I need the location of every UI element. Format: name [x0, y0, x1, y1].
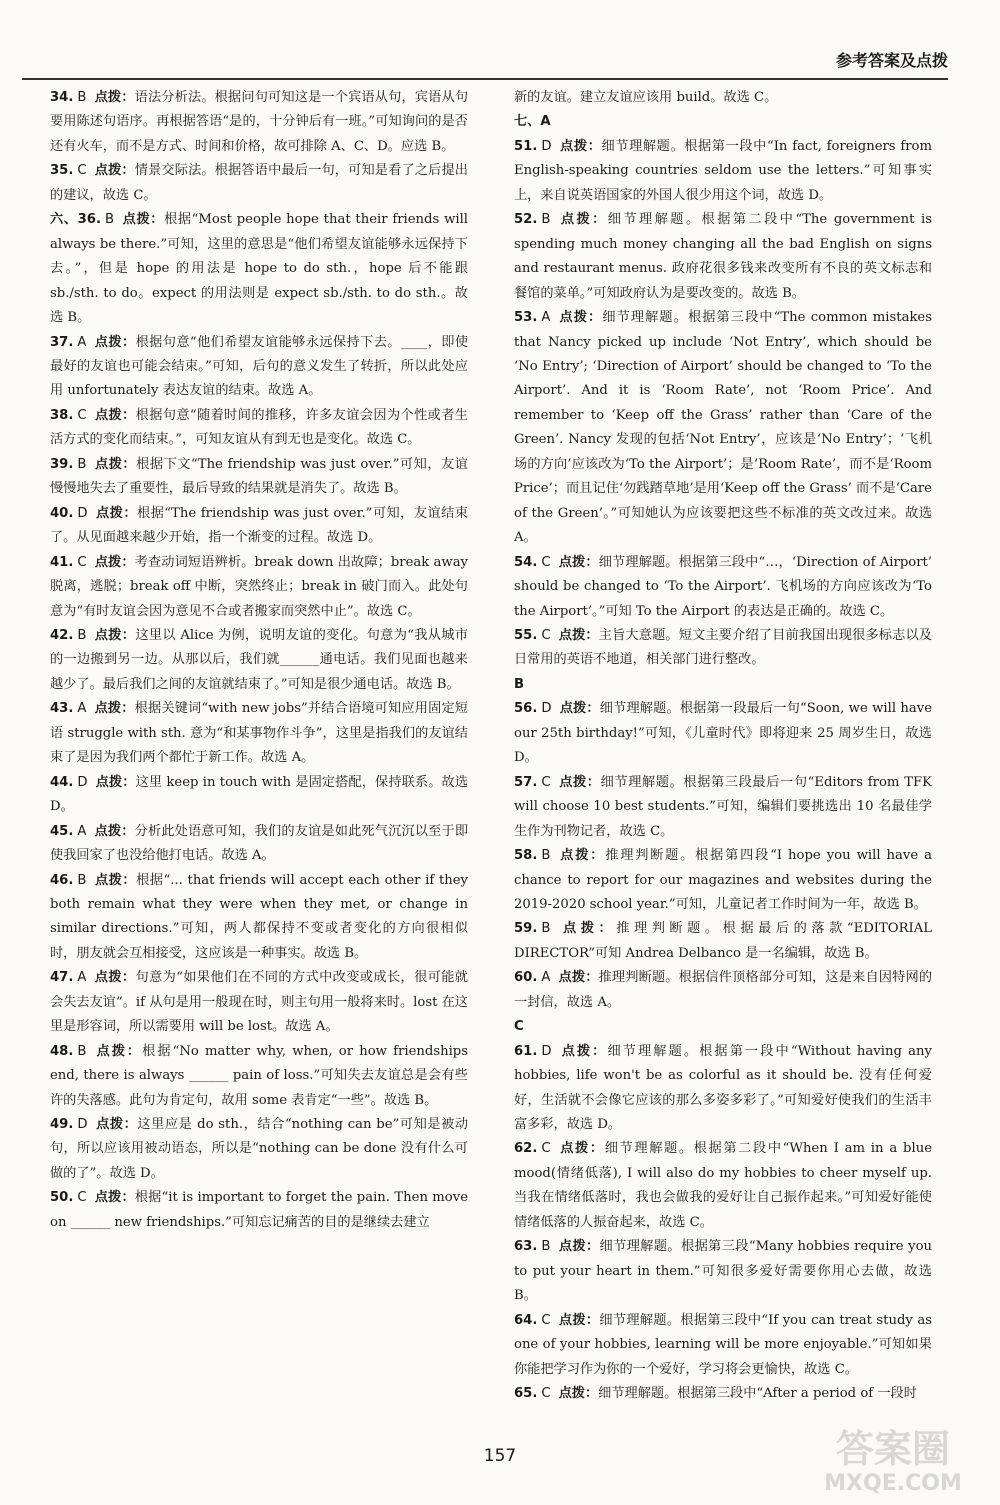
explanation-text: 根据“The friendship was just over.”可知，友谊结束了。从见面越来越少开始，指一个渐变的过程。故选 D。 — [50, 505, 469, 546]
answer-item — [50, 966, 468, 1039]
tip-label: 点拨： — [558, 554, 599, 570]
explanation-text: 考查动词短语辨析。break down 出故障；break away 脱离，逃脱；break off 中断，突然终止；break in 破门而入。此处句意为“有时友谊会因为意见不合或者搬家而突然中止”。故选 C。 — [50, 554, 469, 619]
tip-label: 点拨： — [558, 848, 606, 864]
page-number: 157 — [483, 1446, 517, 1466]
answer-letter: C — [541, 774, 551, 790]
tip-label: 点拨： — [558, 921, 617, 937]
explanation-text: 细节理解题。根据第三段中“…，‘Direction of Airport’ should be changed to ‘To the Airport’. 飞机场的方向应该改为‘To the Airport’。”可知 To the Airport 的表达是正确的。故选 C。 — [514, 554, 932, 619]
answer-item — [514, 1137, 932, 1235]
tip-label: 点拨： — [558, 310, 603, 326]
question-number: 52. — [514, 212, 538, 228]
explanation-text: 细节理解题。根据第三段中“If you can treat study as one of your hobbies, learning will be more enjoyable.”可知如果你能把学习作为你的一个爱好，学习将会更愉快，故选 C。 — [514, 1312, 932, 1377]
explanation-text: 这里以 Alice 为例，说明友谊的变化。句意为“我从城市的一边搬到另一边。从那以后，我们就______通电话。我们见面也越来越少了。最后我们之间的友谊就结束了。”可知是很少通电话。故选 B。 — [50, 627, 469, 692]
explanation-text: 主旨大意题。短文主要介绍了目前我国出现很多标志以及日常用的英语不地道，相关部门进行整改。 — [514, 627, 932, 668]
answer-item — [514, 844, 932, 917]
explanation-text: 细节理解题。根据第一段中“Without having any hobbies, life won't be as colorful as it should be. 没有任何爱好，生活就不会像它应该的那么多姿多彩了。”可知爱好使我们的生活丰富多彩，故选 D。 — [514, 1043, 932, 1133]
question-number: 46. — [50, 872, 74, 888]
explanation-text: 根据句意“随着时间的推移，许多友谊会因为个性或者生活方式的变化而结束。”，可知友谊从有到无也是变化。故选 C。 — [50, 407, 468, 448]
answer-letter: D — [77, 505, 88, 521]
question-number: 64. — [514, 1312, 538, 1328]
section-heading: B — [514, 676, 525, 692]
tip-label: 点拨： — [94, 970, 136, 986]
question-number: 43. — [50, 701, 74, 717]
continuation-text: 新的友谊。建立友谊应该用 build。故选 C。 — [514, 90, 778, 105]
answer-letter: B — [541, 848, 551, 864]
explanation-text: 细节理解题。根据第二段中“When I am in a blue mood(情绪低落), I will also do my hobbies to cheer myself up. 当我在情绪低落时，我也会做我的爱好让自己振作起来。”可知爱好能使情绪低落的人振奋起来，故选 C。 — [514, 1141, 932, 1230]
question-number: 54. — [514, 554, 538, 570]
answer-item — [50, 624, 468, 697]
answer-letter: D — [541, 138, 552, 154]
answer-letter: C — [77, 554, 87, 570]
answer-letter: D — [541, 701, 552, 717]
tip-label: 点拨： — [94, 823, 135, 839]
explanation-text: 情景交际法。根据答语中最后一句，可知是看了之后提出的建议，故选 C。 — [50, 163, 468, 203]
answer-item — [50, 1040, 468, 1113]
answer-item — [514, 306, 932, 551]
answer-item — [514, 1235, 932, 1308]
explanation-text: 根据“it is important to forget the pain. Then move on ______ new friendships.”可知忘记痛苦的目的是继续去建立 — [50, 1190, 468, 1230]
question-number: 53. — [514, 310, 538, 326]
answer-letter: B — [541, 921, 551, 937]
answer-letter: B — [541, 212, 551, 228]
explanation-text: 分析此处语意可知，我们的友谊是如此死气沉沉以至于即使我回家了也没给他打电话。故选 A。 — [50, 823, 469, 864]
answer-letter: C — [77, 407, 87, 423]
explanation-text: 语法分析法。根据问句可知这是一个宾语从句，宾语从句要用陈述句语序。再根据答语“是的，十分钟后有一班。”可知询问的是否还有火车，而不是方式、时间和价格，故可排除 A、C、D。应选 B。 — [50, 90, 469, 154]
explanation-text: 根据关键词“with new jobs”并结合语境可知应用固定短语 struggle with sth. 意为“和某事物作斗争”，这里是指我们的友谊结束了是因为我们两个都忙于新工作。故选 A。 — [50, 701, 468, 766]
watermark-text: 答案圈 — [835, 1427, 951, 1471]
answer-item — [514, 697, 932, 770]
explanation-text: 根据“... that friends will accept each other if they both remain what they were when they met, or change in similar directions.”可知，两人都保持不变或者变化的方向很相似时，朋友就会互相接受，这应该是一种事实。故选 B。 — [50, 872, 469, 961]
explanation-text: 这里 keep in touch with 是固定搭配，保持联系。故选 D。 — [50, 774, 469, 815]
watermark-url: MXQE.COM — [824, 1471, 962, 1496]
answer-item — [514, 208, 932, 306]
tip-label: 点拨： — [558, 970, 599, 986]
answer-item — [50, 86, 468, 159]
question-number: 63. — [514, 1239, 538, 1255]
left-column — [50, 86, 468, 1235]
section-heading: C — [514, 1019, 524, 1035]
tip-label: 点拨： — [558, 212, 608, 228]
question-number: 61. — [514, 1043, 538, 1059]
answer-letter: B — [77, 90, 87, 105]
question-number: 58. — [514, 848, 538, 864]
tip-label: 点拨： — [558, 1239, 600, 1255]
answer-letter: B — [77, 627, 87, 643]
answer-letter: A — [77, 823, 87, 839]
watermark-logo — [808, 1418, 978, 1498]
answer-item — [514, 1309, 932, 1382]
tip-label: 点拨： — [559, 1043, 608, 1059]
tip-label: 点拨： — [122, 212, 165, 228]
answer-letter: D — [541, 1043, 552, 1059]
tip-label: 点拨： — [95, 505, 137, 521]
answer-letter: C — [77, 163, 87, 179]
answer-letter: C — [541, 554, 551, 570]
explanation-text: 根据下文“The friendship was just over.”可知，友谊慢慢地失去了重要性，最后导致的结果就是消失了。故选 B。 — [50, 456, 468, 497]
answer-item — [50, 697, 468, 770]
answer-letter: A — [77, 701, 87, 717]
question-number: 35. — [50, 163, 74, 179]
question-number: 59. — [514, 921, 538, 937]
tip-label: 点拨： — [94, 1043, 143, 1059]
header-title: 参考答案及点拨 — [835, 51, 948, 70]
tip-label: 点拨： — [94, 1190, 135, 1206]
explanation-text: 细节理解题。根据第一段中“In fact, foreigners from English-speaking countries seldom use the letters.”可知事实上，来自说英语国家的外国人很少用这个词，故选 D。 — [514, 138, 932, 203]
answer-letter: D — [77, 774, 88, 790]
tip-label: 点拨： — [558, 627, 599, 643]
answer-item — [514, 771, 932, 844]
answer-item — [514, 135, 932, 208]
explanation-text: 细节理解题。根据第一段最后一句“Soon, we will have our 25th birthday!”可知，《儿童时代》即将迎来 25 周岁生日，故选 D。 — [514, 701, 933, 766]
answer-letter: A — [541, 970, 551, 986]
question-number: 40. — [50, 505, 74, 521]
question-number: 62. — [514, 1141, 538, 1157]
explanation-text: 细节理解题。根据第三段最后一句“Editors from TFK will choose 10 best students.”可知，编辑们要挑选出 10 名最佳学生作为刊物记者，故选 C。 — [514, 774, 932, 839]
tip-label: 点拨： — [558, 1141, 605, 1157]
explanation-text: 细节理解题。根据第二段中“The government is spending much money changing all the bad English on signs and restaurant menus. 政府花很多钱来改变所有不良的英文标志和餐馆的菜单。”可知政府认为是要改变的。故选 B。 — [514, 212, 932, 301]
answer-item — [50, 502, 468, 551]
answer-letter: C — [541, 627, 551, 643]
tip-label: 点拨： — [559, 701, 600, 717]
explanation-text: 细节理解题。根据第三段中“After a period of 一段时 — [598, 1386, 917, 1402]
answer-item — [50, 869, 468, 967]
question-number: 六、36. — [50, 212, 101, 228]
answer-item — [514, 551, 932, 624]
answer-item — [50, 159, 468, 208]
answer-item — [514, 917, 932, 966]
tip-label: 点拨： — [558, 1386, 599, 1402]
answer-letter: B — [77, 1043, 87, 1059]
question-number: 57. — [514, 774, 538, 790]
tip-label: 点拨： — [94, 334, 136, 350]
question-number: 38. — [50, 407, 74, 423]
answer-item — [50, 771, 468, 820]
question-number: 37. — [50, 334, 74, 350]
explanation-text: 句意为“如果他们在不同的方式中改变或成长，很可能就会失去友谊”。if 从句是用一般现在时，则主句用一般将来时。lost 在这里是形容词，所以需要用 will be lost。故选 A。 — [50, 970, 468, 1035]
tip-label: 点拨： — [94, 163, 135, 179]
answer-item — [50, 404, 468, 453]
question-number: 55. — [514, 627, 538, 643]
question-number: 41. — [50, 554, 74, 570]
question-number: 48. — [50, 1043, 74, 1059]
explanation-text: 根据句意“他们希望友谊能够永远保持下去。____，即使最好的友谊也可能会结束。”可知，后句的意义发生了转折，所以此处应用 unfortunately 表达友谊的结束。故选 A。 — [50, 334, 469, 399]
tip-label: 点拨： — [559, 138, 602, 154]
answer-item — [50, 1113, 468, 1186]
answer-letter: C — [541, 1312, 551, 1328]
tip-label: 点拨： — [95, 774, 136, 790]
question-number: 50. — [50, 1190, 74, 1206]
question-number: 39. — [50, 456, 74, 472]
answer-letter: B — [77, 872, 87, 888]
tip-label: 点拨： — [558, 774, 601, 790]
question-number: 44. — [50, 774, 74, 790]
tip-label: 点拨： — [95, 1117, 138, 1133]
answer-letter: C — [77, 1190, 87, 1206]
page-header — [22, 46, 948, 80]
explanation-text: 细节理解题。根据第三段“Many hobbies require you to put your heart in them.”可知很多爱好需要你用心去做，故选 B。 — [514, 1239, 933, 1304]
explanation-text: 根据“Most people hope that their friends will always be there.”可知，这里的意思是“他们希望友谊能够永远保持下去。”，但是 hope 的用法是 hope to do sth.，hope 后不能跟 sb./sth. to do。expect 的用法则是 expect sb./sth. to do sth.。故选 B。 — [50, 212, 469, 326]
section-heading: 七、A — [514, 114, 551, 130]
question-number: 34. — [50, 90, 74, 105]
answer-letter: D — [77, 1117, 88, 1133]
explanation-text: 细节理解题。根据第三段中“The common mistakes that Nancy picked up include ‘Not Entry’, which should be ‘No Entry’; ‘Direction of Airport’ should be changed to ‘To the Airport’. And it is ‘Room Rate’, not ‘Room Price’. And remember to ‘Keep off the Grass’ rather than ‘Care of the Green’. Nancy 发现的包括‘Not Entry’，应该是‘No Entry’；‘飞机场的方向’应该改为‘To the Airport’；是‘Room Rate’，而不是‘Room Price’；而且记住‘勿践踏草地’是用‘Keep off the Grass’ 而不是‘Care of the Green’。”可知她认为应该要把这些不标准的英文改过来。故选 A。 — [514, 310, 933, 546]
answer-letter: B — [541, 1239, 551, 1255]
question-number: 42. — [50, 627, 74, 643]
answer-item — [514, 966, 932, 1015]
question-number: 51. — [514, 138, 538, 154]
answer-item — [50, 551, 468, 624]
question-number: 56. — [514, 701, 538, 717]
answer-letter: A — [541, 310, 551, 326]
answer-letter: C — [541, 1141, 551, 1157]
question-number: 47. — [50, 970, 74, 986]
explanation-text: 这里应是 do sth.，结合“nothing can be”可知是被动句，所以应该用被动语态，所以是“nothing can be done 没有什么可做的了”。故选 D。 — [50, 1117, 469, 1181]
tip-label: 点拨： — [94, 90, 135, 105]
tip-label: 点拨： — [94, 456, 137, 472]
right-column — [514, 86, 932, 1406]
answer-item — [514, 624, 932, 673]
tip-label: 点拨： — [94, 627, 136, 643]
answer-letter: B — [77, 456, 87, 472]
explanation-text: 推理判断题。根据最后的落款“EDITORIAL DIRECTOR”可知 Andrea Delbanco 是一名编辑，故选 B。 — [514, 921, 933, 961]
answer-item — [50, 1186, 468, 1235]
answer-item — [514, 1382, 932, 1406]
answer-item — [50, 331, 468, 404]
answer-item — [514, 1040, 932, 1138]
answer-item — [50, 820, 468, 869]
answer-item — [50, 208, 468, 330]
question-number: 49. — [50, 1117, 74, 1133]
question-number: 45. — [50, 823, 74, 839]
answer-letter: A — [77, 970, 87, 986]
answer-item — [50, 453, 468, 502]
explanation-text: 根据“No matter why, when, or how friendships end, there is always ______ pain of loss.”可知失去友谊总是会有些许的失落感。此句为肯定句，故用 some 表肯定“一些”。故选 B。 — [50, 1043, 469, 1108]
tip-label: 点拨： — [558, 1312, 600, 1328]
tip-label: 点拨： — [94, 554, 135, 570]
question-number: 60. — [514, 970, 538, 986]
tip-label: 点拨： — [94, 701, 135, 717]
explanation-text: 推理判断题。根据第四段“I hope you will have a chance to report for our magazines and websites during the 2019-2020 school year.”可知，儿童记者工作时间为一年，故选 B。 — [514, 848, 933, 912]
answer-letter: B — [104, 212, 115, 228]
answer-letter: A — [77, 334, 87, 350]
question-number: 65. — [514, 1386, 538, 1402]
tip-label: 点拨： — [94, 872, 137, 888]
explanation-text: 推理判断题。根据信件顶格部分可知，这是来自因特网的一封信，故选 A。 — [514, 970, 933, 1010]
tip-label: 点拨： — [94, 407, 136, 423]
answer-letter: C — [541, 1386, 551, 1402]
